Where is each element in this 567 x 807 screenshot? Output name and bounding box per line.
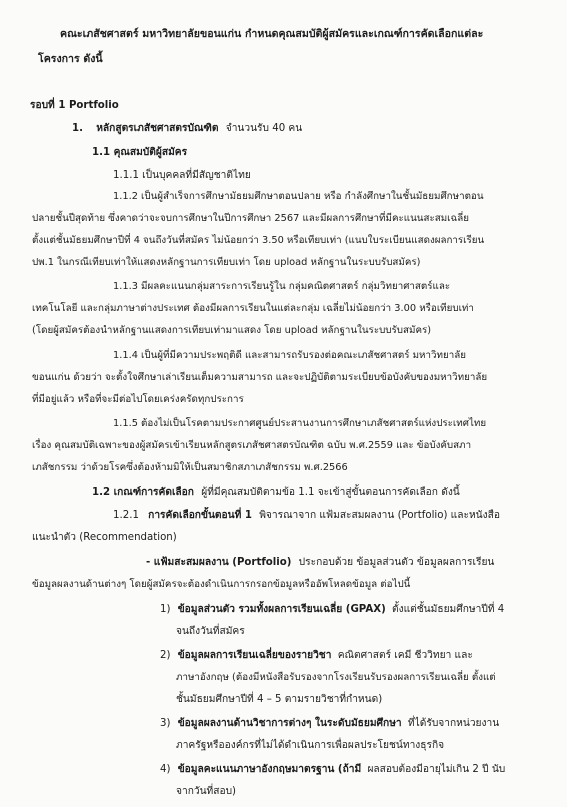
- qualification-1-1-5-line: เภสัชกรรม ว่าด้วยโรคซึ่งต้องห้ามมิให้เป็นสมาชิกสภาเภสัชกรรม พ.ศ.2566: [32, 462, 348, 473]
- portfolio-item: [160, 649, 473, 663]
- portfolio-item: [160, 717, 499, 731]
- portfolio-item: [160, 763, 505, 777]
- qualification-1-1-2-line: ตั้งแต่ชั้นมัธยมศึกษาปีที่ 4 จนถึงวันที่สมัคร ไม่น้อยกว่า 3.50 หรือเทียบเท่า (แนบใบระเบียนแสดงผลการเรียน: [32, 235, 485, 246]
- qualification-1-1-4-line: ที่มีอยู่แล้ว หรือที่จะมีต่อไปโดยเคร่งครัดทุกประการ: [32, 394, 244, 405]
- qualification-1-1-3-line: 1.1.3 มีผลคะแนนกลุ่มสาระการเรียนรู้ใน กลุ่มคณิตศาสตร์ กลุ่มวิทยาศาสตร์และ: [113, 281, 451, 292]
- program-quota: จำนวนรับ 40 คน: [225, 123, 303, 134]
- program-number: 1.: [72, 123, 83, 134]
- criteria-title: 1.2 เกณฑ์การคัดเลือก: [92, 487, 194, 498]
- portfolio-item-number: 1): [160, 604, 171, 615]
- criteria-1-2-1-number: 1.2.1: [113, 510, 139, 521]
- portfolio-item-line: ชั้นมัธยมศึกษาปีที่ 4 – 5 ตามรายวิชาที่กำหนด): [176, 694, 383, 705]
- portfolio-item-text: ที่ได้รับจากหน่วยงาน: [407, 718, 500, 729]
- qualification-1-1-5-line: 1.1.5 ต้องไม่เป็นโรคตามประกาศศูนย์ประสานงานการศึกษาเภสัชศาสตร์แห่งประเทศไทย: [113, 418, 487, 429]
- program-heading: [72, 122, 302, 136]
- qualification-1-1-2-line: ปลายชั้นปีสุดท้าย ซึ่งคาดว่าจะจบการศึกษาในปีการศึกษา 2567 และมีผลการศึกษาที่มีคะแนนสะสมเฉลี่ย: [32, 213, 469, 224]
- portfolio-item-title: ข้อมูลผลงานด้านวิชาการต่างๆ ในระดับมัธยมศึกษา: [177, 718, 402, 729]
- portfolio-item-text: คณิตศาสตร์ เคมี ชีววิทยา และ: [337, 650, 473, 661]
- round-title: รอบที่ 1 Portfolio: [30, 100, 119, 111]
- portfolio-item-number: 2): [160, 650, 171, 661]
- qualification-1-1-4-line: ขอนแก่น ด้วยว่า จะตั้งใจศึกษาเล่าเรียนเต็มความสามารถ และจะปฏิบัติตามระเบียบข้อบังคับของมหาวิทยาลัย: [32, 372, 488, 383]
- portfolio-description: [146, 556, 494, 570]
- portfolio-line-2: ข้อมูลผลงานด้านต่างๆ โดยผู้สมัครจะต้องดำเนินการกรอกข้อมูลหรืออัพโหลดข้อมูล ต่อไปนี้: [32, 579, 411, 590]
- portfolio-item-text: ตั้งแต่ชั้นมัธยมศึกษาปีที่ 4: [391, 604, 505, 615]
- criteria-1-2-1: [113, 509, 500, 523]
- qualification-1-1-5-line: เรื่อง คุณสมบัติเฉพาะของผู้สมัครเข้าเรียนหลักสูตรเภสัชศาสตรบัณฑิต ฉบับ พ.ศ.2559 และ ข้อบังคับสภา: [32, 440, 472, 451]
- qualification-1-1-3-line: (โดยผู้สมัครต้องนำหลักฐานแสดงการเทียบเท่ามาแสดง โดย upload หลักฐานในระบบรับสมัคร): [32, 325, 432, 336]
- header-line-1: คณะเภสัชศาสตร์ มหาวิทยาลัยขอนแก่น กำหนดคุณสมบัติผู้สมัครและเกณฑ์การคัดเลือกแต่ละ: [60, 28, 484, 40]
- portfolio-item-line: จากวันที่สอบ): [176, 786, 237, 797]
- criteria-heading: [92, 486, 460, 500]
- criteria-1-2-1-text: พิจารณาจาก แฟ้มสะสมผลงาน (Portfolio) และหนังสือ: [259, 510, 500, 521]
- qualification-1-1-2-line: 1.1.2 เป็นผู้สำเร็จการศึกษามัธยมศึกษาตอนปลาย หรือ กำลังศึกษาในชั้นมัธยมศึกษาตอน: [113, 191, 484, 202]
- portfolio-item-title: ข้อมูลผลการเรียนเฉลี่ยของรายวิชา: [177, 650, 332, 661]
- portfolio-item-text: ผลสอบต้องมีอายุไม่เกิน 2 ปี นับ: [367, 764, 506, 775]
- qualification-1-1-2-line: ปพ.1 ในกรณีเทียบเท่าให้แสดงหลักฐานการเทียบเท่า โดย upload หลักฐานในระบบรับสมัคร): [32, 257, 421, 268]
- criteria-1-2-1-line-2: แนะนำตัว (Recommendation): [32, 532, 177, 543]
- portfolio-item-title: ข้อมูลส่วนตัว รวมทั้งผลการเรียนเฉลี่ย (GPAX): [177, 604, 386, 615]
- header-line-2: โครงการ ดังนี้: [38, 53, 103, 65]
- portfolio-item-number: 3): [160, 718, 171, 729]
- criteria-1-2-1-title: การคัดเลือกขั้นตอนที่ 1: [148, 510, 252, 521]
- criteria-text: ผู้ที่มีคุณสมบัติตามข้อ 1.1 จะเข้าสู่ขั้นตอนการคัดเลือก ดังนี้: [201, 487, 460, 498]
- portfolio-item-line: จนถึงวันที่สมัคร: [176, 626, 245, 637]
- portfolio-item-number: 4): [160, 764, 171, 775]
- program-name: หลักสูตรเภสัชศาสตรบัณฑิต: [96, 123, 219, 134]
- portfolio-item: [160, 603, 504, 617]
- portfolio-text: ประกอบด้วย ข้อมูลส่วนตัว ข้อมูลผลการเรียน: [298, 557, 495, 568]
- qualification-1-1-1: 1.1.1 เป็นบุคคลที่มีสัญชาติไทย: [113, 170, 251, 181]
- qualification-1-1-4-line: 1.1.4 เป็นผู้ที่มีความประพฤติดี และสามารถรับรองต่อคณะเภสัชศาสตร์ มหาวิทยาลัย: [113, 350, 466, 361]
- portfolio-item-title: ข้อมูลคะแนนภาษาอังกฤษมาตรฐาน (ถ้ามี: [177, 764, 362, 775]
- portfolio-item-line: ภาครัฐหรือองค์กรที่ไม่ได้ดำเนินการเพื่อผลประโยชน์ทางธุรกิจ: [176, 740, 445, 751]
- qualification-1-1-3-line: เทคโนโลยี และกลุ่มภาษาต่างประเทศ ต้องมีผลการเรียนในแต่ละกลุ่ม เฉลี่ยไม่น้อยกว่า 3.00 หรือเทียบเท่า: [32, 303, 474, 314]
- portfolio-title: - แฟ้มสะสมผลงาน (Portfolio): [146, 557, 292, 568]
- qualification-heading: 1.1 คุณสมบัติผู้สมัคร: [92, 147, 188, 158]
- portfolio-item-line: ภาษาอังกฤษ (ต้องมีหนังสือรับรองจากโรงเรียนรับรองผลการเรียนเฉลี่ย ตั้งแต่: [176, 672, 496, 683]
